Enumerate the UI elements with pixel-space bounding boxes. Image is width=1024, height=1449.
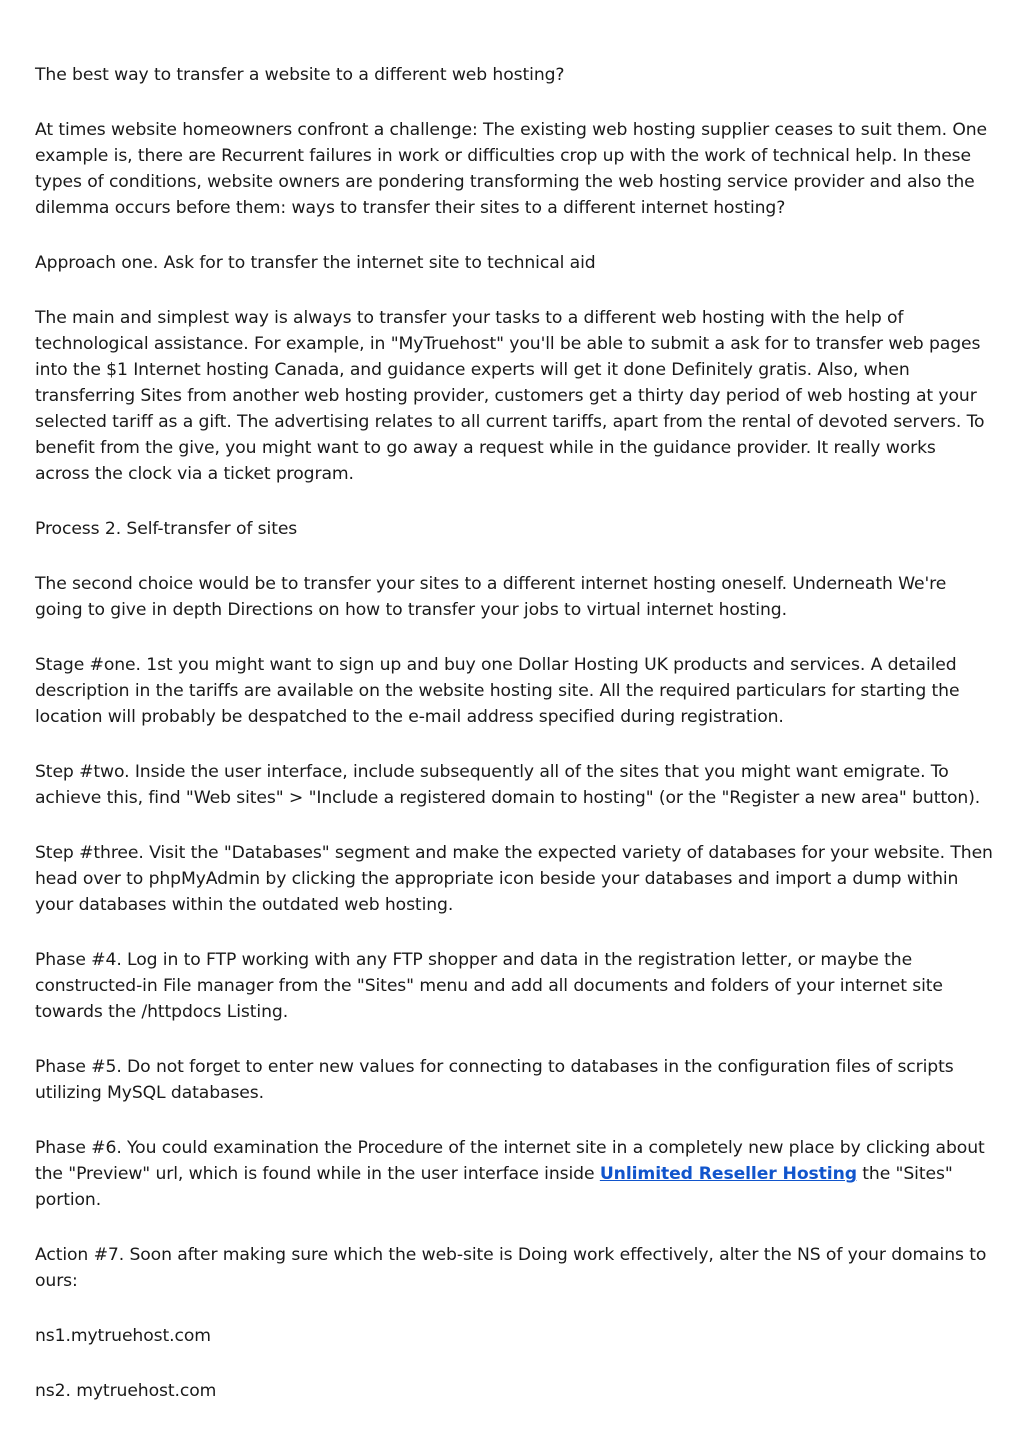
stage-one-paragraph: Stage #one. 1st you might want to sign up and buy one Dollar Hosting UK products and services. A detailed description in the tariffs are available on the website hosting site. All the required particulars for starting the location will probably be despatched to the e-mail address specified during registration.	[35, 655, 960, 727]
step-two-paragraph: Step #two. Inside the user interface, include subsequently all of the sites that you might want emigrate. To achieve this, find "Web sites" > "Include a registered domain to hosting" (or the "Register a new area" button).	[35, 762, 981, 808]
process-two-paragraph: The second choice would be to transfer your sites to a different internet hosting oneself. Underneath We're going to give in depth Directions on how to transfer your jobs to virtual internet hosting.	[35, 574, 947, 620]
nameserver-two: ns2. mytruehost.com	[35, 1381, 217, 1401]
document-body	[35, 62, 995, 1433]
unlimited-reseller-hosting-link[interactable]: Unlimited Reseller Hosting	[599, 1164, 857, 1184]
action-seven-paragraph: Action #7. Soon after making sure which the web-site is Doing work effectively, alter the NS of your domains to ours:	[35, 1245, 987, 1291]
phase-four-paragraph: Phase #4. Log in to FTP working with any FTP shopper and data in the registration letter, or maybe the constructed-in File manager from the "Sites" menu and add all documents and folders of your internet site towards the /httpdocs Listing.	[35, 950, 943, 1022]
intro-paragraph: At times website homeowners confront a challenge: The existing web hosting supplier ceases to suit them. One example is, there are Recurrent failures in work or difficulties crop up with the work of technical help. In these types of conditions, website owners are pondering transforming the web hosting service provider and also the dilemma occurs before them: ways to transfer their sites to a different internet hosting?	[35, 120, 988, 218]
document-title: The best way to transfer a website to a different web hosting?	[35, 65, 565, 85]
step-three-paragraph: Step #three. Visit the "Databases" segment and make the expected variety of databases for your website. Then head over to phpMyAdmin by clicking the appropriate icon beside your databases and import a dump within your databases within the outdated web hosting.	[35, 843, 993, 915]
approach-one-paragraph: The main and simplest way is always to transfer your tasks to a different web hosting with the help of technological assistance. For example, in "MyTruehost" you'll be able to submit a ask for to transfer web pages into the $1 Internet hosting Canada, and guidance experts will get it done Definitely gratis. Also, when transferring Sites from another web hosting provider, customers get a thirty day period of web hosting at your selected tariff as a gift. The advertising relates to all current tariffs, apart from the rental of devoted servers. To benefit from the give, you might want to go away a request while in the guidance provider. It really works across the clock via a ticket program.	[35, 308, 985, 484]
process-two-heading: Process 2. Self-transfer of sites	[35, 519, 298, 539]
nameserver-one: ns1.mytruehost.com	[35, 1326, 211, 1346]
phase-six-paragraph	[35, 1135, 995, 1213]
approach-one-heading: Approach one. Ask for to transfer the internet site to technical aid	[35, 253, 596, 273]
phase-five-paragraph: Phase #5. Do not forget to enter new values for connecting to databases in the configuration files of scripts utilizing MySQL databases.	[35, 1057, 954, 1103]
phase-six-text-after: the "Sites" portion.	[35, 1164, 953, 1210]
phase-six-text-before: Phase #6. You could examination the Procedure of the internet site in a completely new place by clicking about the "Preview" url, which is found while in the user interface inside	[35, 1138, 985, 1184]
